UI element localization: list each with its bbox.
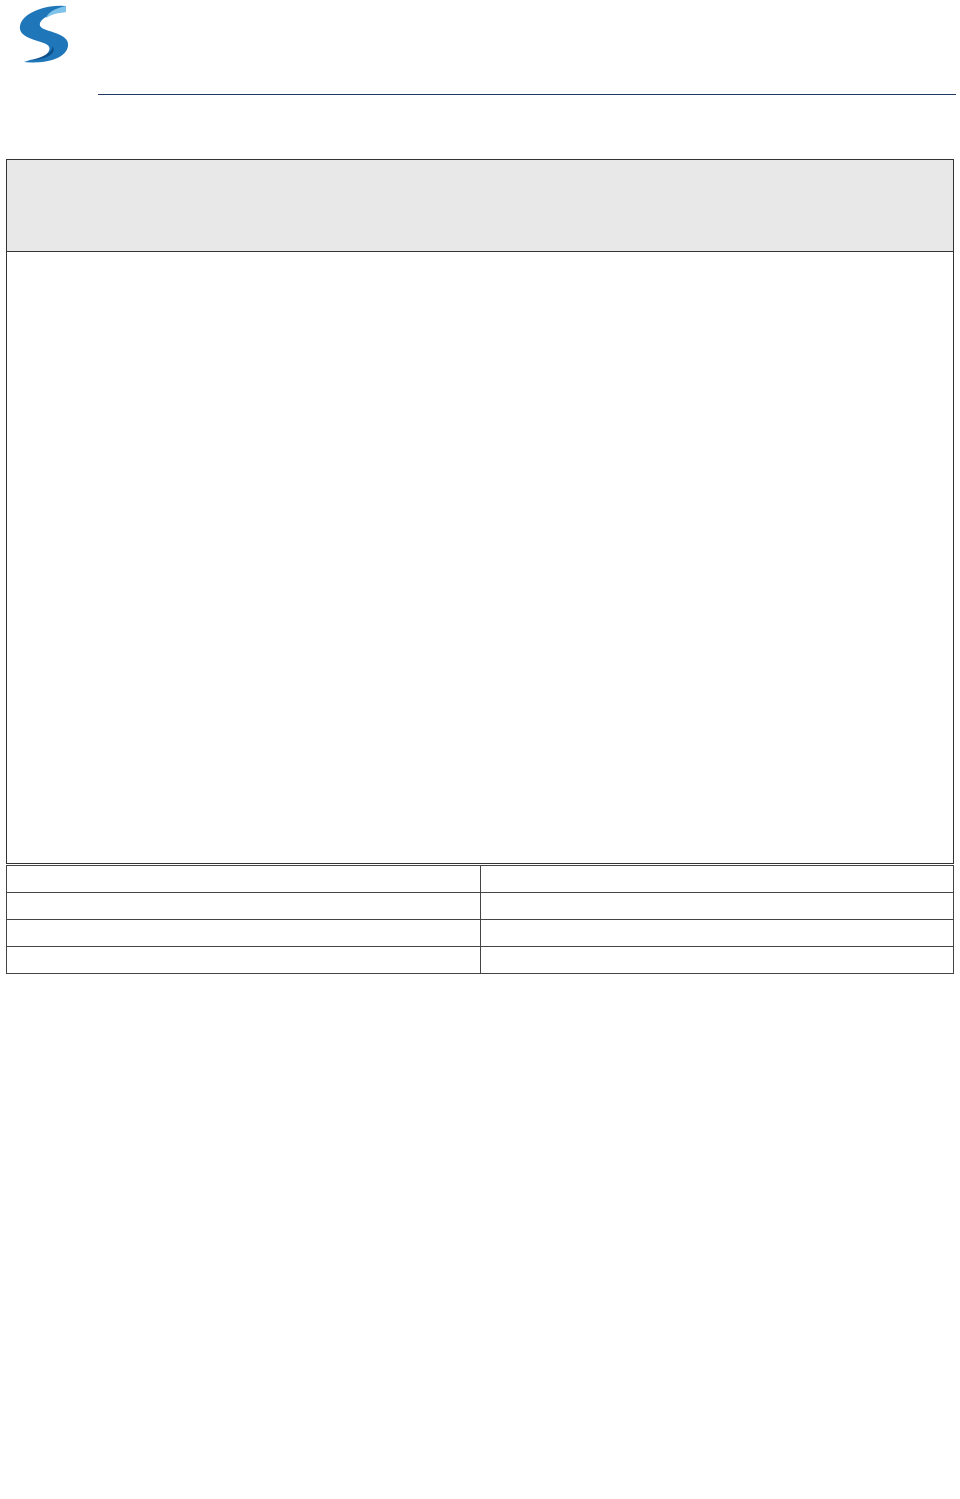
table-cell xyxy=(7,893,481,920)
table-cell xyxy=(7,947,481,974)
table-cell xyxy=(481,893,954,920)
table-cell xyxy=(7,920,481,947)
table-cell xyxy=(481,920,954,947)
table-cell xyxy=(481,947,954,974)
table-row xyxy=(7,920,954,947)
table-header xyxy=(7,866,481,893)
table-row xyxy=(7,893,954,920)
facade-table xyxy=(6,865,954,974)
table-header-row xyxy=(7,866,954,893)
table-header xyxy=(481,866,954,893)
table-row xyxy=(7,947,954,974)
